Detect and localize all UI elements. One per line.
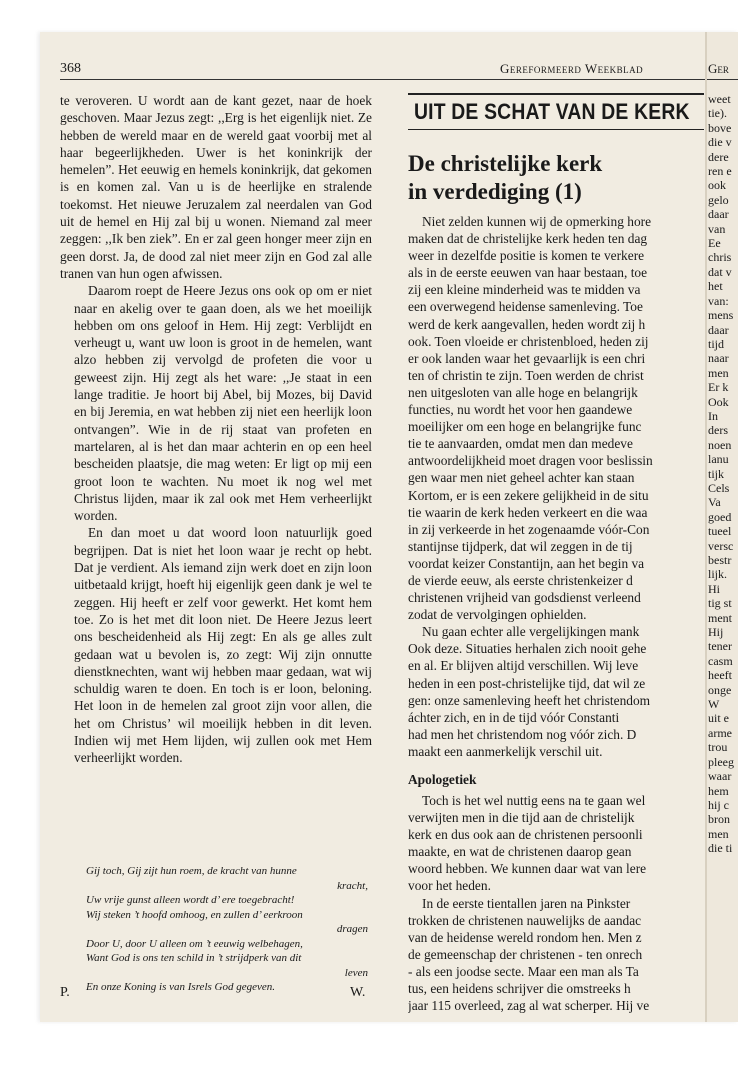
- signature-left: P.: [60, 985, 70, 1000]
- next-page-fragment: lijk.: [708, 567, 728, 582]
- poem-line: Wij steken ’t hoofd omhoog, en zullen d’ eerkroon: [86, 908, 303, 921]
- next-page-fragment: weet: [708, 92, 731, 106]
- text-line: stantijnse tijdperk, dat wil zeggen in de tij: [408, 538, 633, 554]
- next-page-fragment: noen: [708, 437, 732, 452]
- next-page-fragment: bove: [708, 120, 732, 135]
- next-page-fragment: Va: [708, 495, 721, 510]
- text-line: Niet zelden kunnen wij de opmerking hore: [422, 214, 652, 229]
- text-line: werd de kerk aangevallen, heden wordt zij h: [408, 316, 646, 332]
- article-title-line-1: De christelijke kerk: [408, 151, 603, 176]
- header-rule-next: [707, 79, 738, 80]
- poem-line: leven: [344, 966, 368, 979]
- next-page-fragment: tijd: [708, 336, 725, 351]
- next-page-fragment: tie).: [708, 106, 727, 121]
- text-line: verwijten men in die tijd aan de christelijk: [408, 810, 635, 826]
- text-line: maakte, en wat de christenen daarop gean: [408, 844, 632, 860]
- next-page-fragment: tig st: [708, 596, 732, 611]
- next-page-fragment: ren e: [708, 164, 732, 179]
- article-body-continued: [408, 792, 704, 1014]
- next-page-fragment: tener: [708, 639, 732, 654]
- next-page-fragment: uit e: [708, 711, 729, 726]
- text-line: heden in een post-christelijke tijd, dat wil ze: [408, 675, 646, 691]
- next-page-fragment: Hi: [708, 581, 720, 596]
- text-line: ook. Toen vloeide er christenbloed, heden zij: [408, 333, 649, 349]
- text-line: de gemeenschap der christenen - ten onrech: [408, 946, 643, 962]
- text-line: functies, nu wordt het voor hen gaandewe: [408, 402, 633, 418]
- text-line: tie waarin de kerk heden verkeert en die waa: [408, 504, 648, 520]
- text-line: gen: onze samenleving heeft het christendom: [408, 692, 651, 708]
- text-line: moeilijker om een hoge en belangrijke func: [408, 419, 642, 435]
- article-subheading: Apologetiek: [408, 772, 477, 787]
- next-page-fragment: ment: [708, 610, 732, 625]
- next-page-fragment: heeft: [708, 668, 732, 683]
- poem-line: En onze Koning is van Isrels God gegeven.: [86, 981, 276, 993]
- text-line: jaar 115 overleed, zag al wat scherper. Hij ve: [408, 998, 650, 1014]
- text-line: kerk en dus ook aan de christenen persoonli: [408, 827, 643, 843]
- poem-line: kracht,: [337, 879, 368, 892]
- text-line: een overwegend heidense samenleving. Toe: [408, 299, 643, 315]
- next-page-fragment: pleeg: [708, 754, 734, 769]
- text-line: tus, een heidens schrijver die omstreeks h: [408, 981, 631, 997]
- text-line: antwoordelijkheid moet dragen voor beslissin: [408, 453, 653, 469]
- text-line: Toch is het wel nuttig eens na te gaan wel: [422, 793, 646, 808]
- next-page-fragment: Cels: [708, 480, 730, 495]
- next-page-fragment: waar: [708, 769, 732, 784]
- text-line: als in de eerste eeuwen van haar bestaan, toe: [408, 265, 648, 281]
- text-line: Nu gaan echter alle vergelijkingen mank: [422, 624, 640, 640]
- text-line: nen uitgesloten van alle hoge en belangrijk: [408, 384, 638, 400]
- next-page-fragment: tijk: [708, 466, 725, 481]
- next-page-fragment: hem: [708, 783, 729, 798]
- text-line: en al. Er blijven altijd verschillen. Wij leve: [408, 658, 639, 674]
- psalm-verse: [86, 864, 368, 995]
- next-page-fragment: Er k: [708, 380, 729, 395]
- signature-right: W.: [350, 985, 366, 1000]
- next-page-fragment: tueel: [708, 524, 732, 539]
- text-line: van de heidense wereld rondom hen. Men z: [408, 929, 642, 945]
- text-line: christenen vrijheid van godsdienst verleend: [408, 590, 641, 606]
- running-head: Gereformeerd Weekblad: [500, 61, 644, 76]
- next-page-fragment: daar: [708, 322, 729, 337]
- poem-line: dragen: [336, 923, 368, 935]
- text-line: ten of christin te zijn. Toen werden de christ: [408, 367, 644, 383]
- text-line: áchter zich, en in de tijd vóór Constanti: [408, 709, 620, 725]
- next-page-fragment: arme: [708, 725, 732, 740]
- next-page-fragment: daar: [708, 207, 729, 222]
- next-page-fragment: In: [708, 408, 718, 423]
- next-page-fragment: men: [708, 826, 729, 841]
- article-title-line-2: in verdediging (1): [408, 179, 582, 204]
- left-paragraph-1: te veroveren. U wordt aan de kant gezet, naar de hoek geschoven. Maar Jezus zegt: ,,Erg is het eigenlijk niet. Ze hebben de wereld maar en de wereld gaat voorbij met al haar begeerlijkheden. Uwer is het koninkrijk der hemelen”. Het eeuwig en hemels koninkrijk, dat gekomen is en komen zal. Van u is de heerlijke en stralende toekomst. Het nieuwe Jeruzalem zal neerdalen van God uit de hemel en Hij zal bij u wonen. Niemand zal meer zeggen: ,,Ik ben ziek”. En er zal geen honger meer zijn en geen dorst. Ja, de dood zal niet meer zijn en God zal alle tranen van hun ogen afwissen.: [60, 93, 372, 281]
- poem-line: Door U, door U alleen om ’t eeuwig welbehagen,: [86, 937, 303, 950]
- text-line: trokken de christenen nauwelijks de aandac: [408, 912, 642, 928]
- next-page-fragment: mens: [708, 308, 734, 323]
- left-paragraph-2: Daarom roept de Heere Jezus ons ook op om er niet naar en akelig over te gaan doen, als we het moeilijk hebben om ons geloof in Hem. Hij zegt: Verblijdt en verheugt u, want uw loon is groot in de hemelen, want alzo hebben zij vervolgd de profeten die voor u geweest zijn. Hij zegt als het ware: ,,Je staat in een lange traditie. Je hoort bij Abel, bij Mozes, bij David en bij Jeremia, en wat hebben zij niet een heerlijk loon ontvangen”. Wie in de rij staat van profeten en martelaren, al is het dan maar achterin en op een heel bescheiden plaatsje, die mag weten: Er ligt op mij een groot loon te wachten. Nu moet ik nog wel met Christus lijden, maar ik zal ook met Hem verheerlijkt worden.: [74, 283, 372, 524]
- next-page-fragment: bron: [708, 812, 730, 827]
- next-page-fragment: dere: [708, 149, 729, 164]
- next-page-fragment: die ti: [708, 841, 733, 856]
- next-page-fragment: onge: [708, 682, 732, 697]
- next-page-fragment: ook: [708, 178, 726, 193]
- text-line: gen waar men niet geheel achter kan staan: [408, 470, 635, 486]
- text-line: tie te aanvaarden, omdat men dan medeve: [408, 436, 633, 452]
- text-line: woord hebben. We kunnen daar wat van lere: [408, 861, 647, 877]
- header-rule: [60, 79, 705, 80]
- text-line: weer in dezelfde positie is komen te verkere: [408, 248, 645, 264]
- next-page-fragment: trou: [708, 740, 728, 755]
- next-page-fragment: het: [708, 279, 723, 294]
- next-page-fragment: naar: [708, 351, 729, 366]
- text-line: had men het christendom nog vóór zich. D: [408, 726, 637, 742]
- page-number: 368: [60, 61, 81, 76]
- text-line: voor het heden.: [408, 878, 491, 894]
- text-line: Kortom, er is een zekere gelijkheid in de situ: [408, 487, 649, 503]
- next-page-fragment: chris: [708, 250, 732, 265]
- next-page-fragment: W: [708, 697, 720, 712]
- text-line: er ook landen waar het gevaarlijk is een chri: [408, 350, 646, 366]
- next-page-fragment: bestr: [708, 553, 732, 567]
- section-header-box: [408, 93, 704, 130]
- article-body: [408, 213, 704, 760]
- next-page-fragment: gelo: [708, 192, 729, 207]
- next-page-fragment: goed: [708, 509, 732, 524]
- text-line: zij een kleine minderheid was te midden va: [408, 282, 641, 298]
- text-line: in zij verkeerde in het zogenaamde vóór-Con: [408, 521, 650, 537]
- text-line: maken dat de christelijke kerk heden ten dag: [408, 231, 648, 247]
- text-line: maakt een aanmerkelijk verschil uit.: [408, 743, 603, 759]
- text-line: In de eerste tientallen jaren na Pinkster: [422, 895, 631, 911]
- text-line: de vierde eeuw, als eerste christenkeizer d: [408, 572, 633, 588]
- next-page-fragment: dat v: [708, 264, 732, 279]
- next-running-head: Ger: [708, 61, 729, 76]
- next-page-fragment: Hij: [708, 625, 724, 640]
- next-page-fragment: hij c: [708, 797, 729, 812]
- poem-line: Want God is ons ten schild in ’t strijdperk van dit: [86, 952, 302, 964]
- left-paragraph-3: En dan moet u dat woord loon natuurlijk goed begrijpen. Dat is niet het loon waar je recht op hebt. Dat je verdient. Als iemand zijn werk doet en zijn loon uitbetaald krijgt, hoeft hij eigenlijk geen dank je wel te zeggen. Hij heeft er zelf voor gewerkt. Het komt hem toe. Zo is het met dit loon niet. De Heere Jezus leert ons bescheidenheid als Hij zegt: En als ge alles zult gedaan wat u bevolen is, zo zegt: Wij zijn onnutte dienstknechten, want wij hebben maar gedaan, wat wij schuldig waren te doen. En toch is er loon, beloning. Het loon in de hemelen zal groot zijn voor allen, die het om Christus’ wil moeilijk hebben in dit leven. Indien wij met Hem lijden, wij zullen ook met Hem verheerlijkt worden.: [74, 525, 372, 766]
- next-page-fragment: men: [708, 365, 729, 380]
- article-title: [408, 150, 704, 206]
- poem-line: Uw vrije gunst alleen wordt d’ ere toegebracht!: [86, 894, 295, 906]
- text-line: - als een joodse secte. Maar een man als Ta: [408, 963, 639, 979]
- text-line: voordat keizer Constantijn, aan het begin va: [408, 555, 645, 571]
- next-page-text-fragments: [708, 92, 738, 856]
- next-page-fragment: ders: [708, 423, 728, 438]
- next-page-fragment: versc: [708, 538, 734, 553]
- next-page-fragment: Ook: [708, 394, 729, 409]
- next-page-fragment: Ee: [708, 236, 721, 251]
- text-line: Ook deze. Situaties herhalen zich nooit gehe: [408, 641, 647, 657]
- left-column: [60, 92, 372, 767]
- next-page-fragment: van:: [708, 293, 729, 308]
- poem-line: Gij toch, Gij zijt hun roem, de kracht van hunne: [86, 865, 297, 877]
- next-page-fragment: lanu: [708, 452, 729, 467]
- section-title: UIT DE SCHAT VAN DE KERK: [414, 99, 690, 124]
- text-line: zodat de vervolgingen ophielden.: [408, 607, 587, 623]
- next-page-fragment: casm: [708, 653, 733, 668]
- next-page-fragment: van: [708, 221, 726, 236]
- next-page-fragment: die v: [708, 135, 732, 150]
